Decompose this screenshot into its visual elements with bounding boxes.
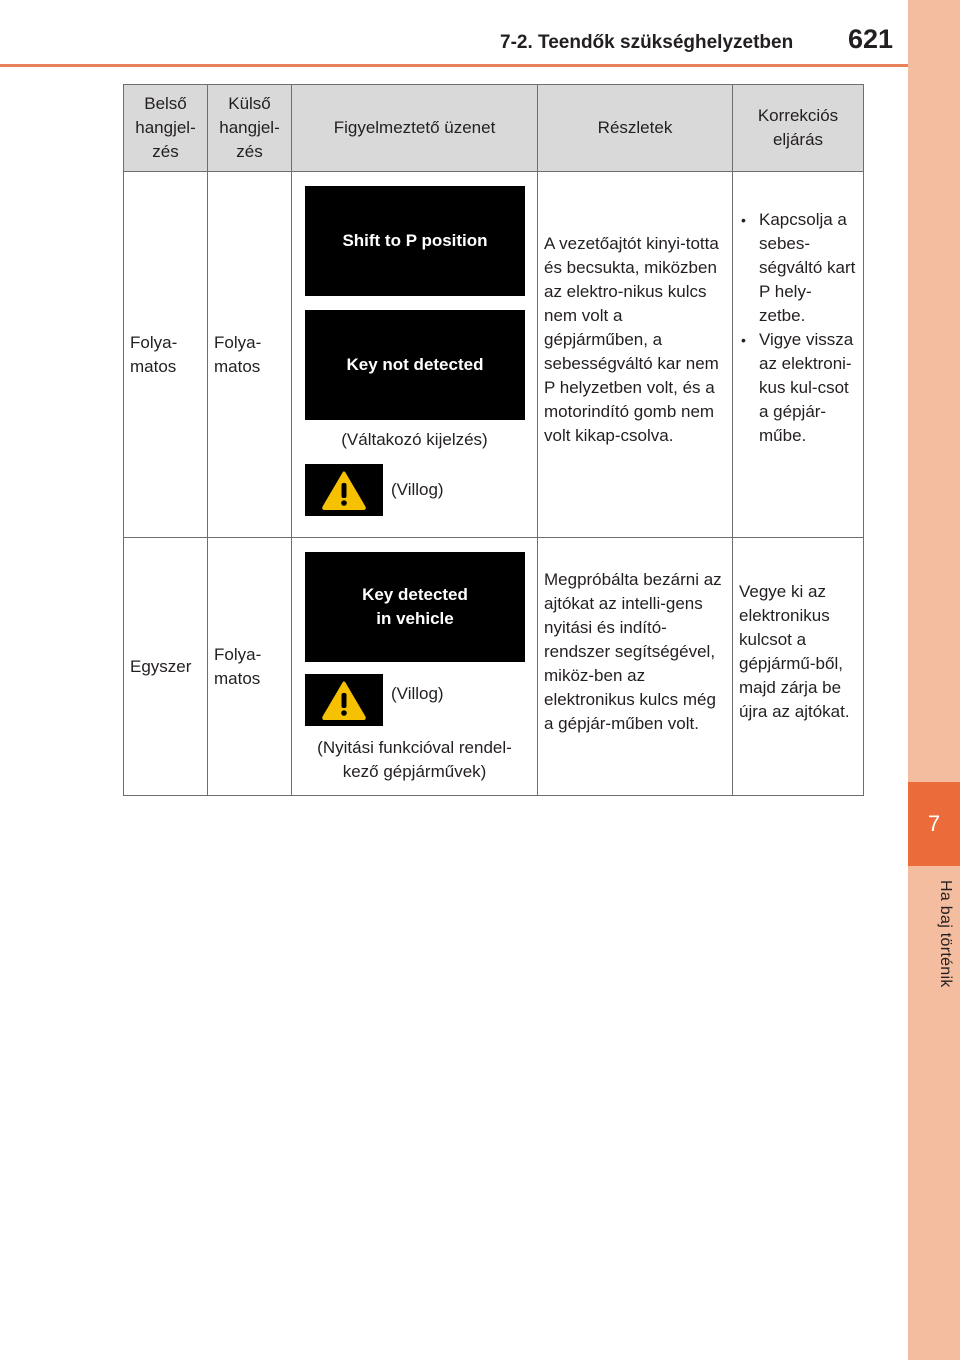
cell-correction: Vegye ki az elektronikus kulcsot a gépjármű-ből, majd zárja be újra az ajtókat.: [733, 538, 864, 796]
chapter-tab: [908, 782, 960, 866]
section-title: 7-2. Teendők szükséghelyzetben: [500, 32, 794, 53]
cell-internal-buzzer: Folya-matos: [124, 172, 208, 538]
cell-internal-buzzer: Egyszer: [124, 538, 208, 796]
display-screen-key-not-detected: [305, 310, 525, 420]
side-tab-strip: [908, 0, 960, 1360]
warning-triangle-icon: [305, 674, 383, 726]
warning-table: [123, 84, 864, 796]
header-correction: Korrekciós eljárás: [733, 85, 864, 172]
cell-correction: [733, 172, 864, 538]
cell-warning-message: [292, 172, 538, 538]
screen-text-line1: Key detected: [362, 585, 468, 604]
header-internal-buzzer: Belső hangjel-zés: [124, 85, 208, 172]
display-screen-key-detected: [305, 552, 525, 662]
cell-details: Megpróbálta bezárni az ajtókat az intelli-gens nyitási és indító-rendszer segítségével, miköz-ben az elektronikus kulcs még a gépjár-műben volt.: [538, 538, 733, 796]
display-screen-shift: [305, 186, 525, 296]
table-header-row: [124, 85, 864, 172]
blink-caption: (Villog): [391, 684, 444, 703]
cell-external-buzzer: Folya-matos: [208, 172, 292, 538]
header-warning-message: Figyelmeztető üzenet: [292, 85, 538, 172]
header-rule: [0, 64, 908, 67]
warning-indicator: [305, 674, 536, 726]
warning-indicator: [305, 464, 536, 516]
blink-caption: (Villog): [391, 480, 444, 499]
screen-text: Key not detected: [346, 355, 484, 374]
chapter-number: 7: [927, 811, 941, 836]
warning-triangle-icon: [305, 464, 383, 516]
alternating-caption: (Váltakozó kijelzés): [341, 430, 488, 449]
header-details: Részletek: [538, 85, 733, 172]
cell-external-buzzer: Folya-matos: [208, 538, 292, 796]
screen-text: Shift to P position: [342, 231, 488, 250]
screen-text-line2: in vehicle: [376, 609, 454, 628]
header-external-buzzer: Külső hangjel-zés: [208, 85, 292, 172]
page-number: 621: [848, 24, 894, 54]
cell-warning-message: [292, 538, 538, 796]
correction-step: • Kapcsolja a sebes-ségváltó kart P hely-zetbe.: [739, 208, 857, 328]
cell-details: A vezetőajtót kinyi-totta és becsukta, miközben az elektro-nikus kulcs nem volt a gépjárműben, a sebességváltó kar nem P helyzetben volt, és a motorindító gomb nem volt kikap-csolva.: [538, 172, 733, 538]
chapter-label: Ha baj történik: [937, 880, 954, 988]
correction-step: • Vigye vissza az elektroni-kus kul-csot a gépjár-műbe.: [739, 328, 857, 448]
vehicle-note: (Nyitási funkcióval rendel-kező gépjárművek): [317, 738, 512, 781]
table-row: [124, 538, 864, 796]
table-row: [124, 172, 864, 538]
